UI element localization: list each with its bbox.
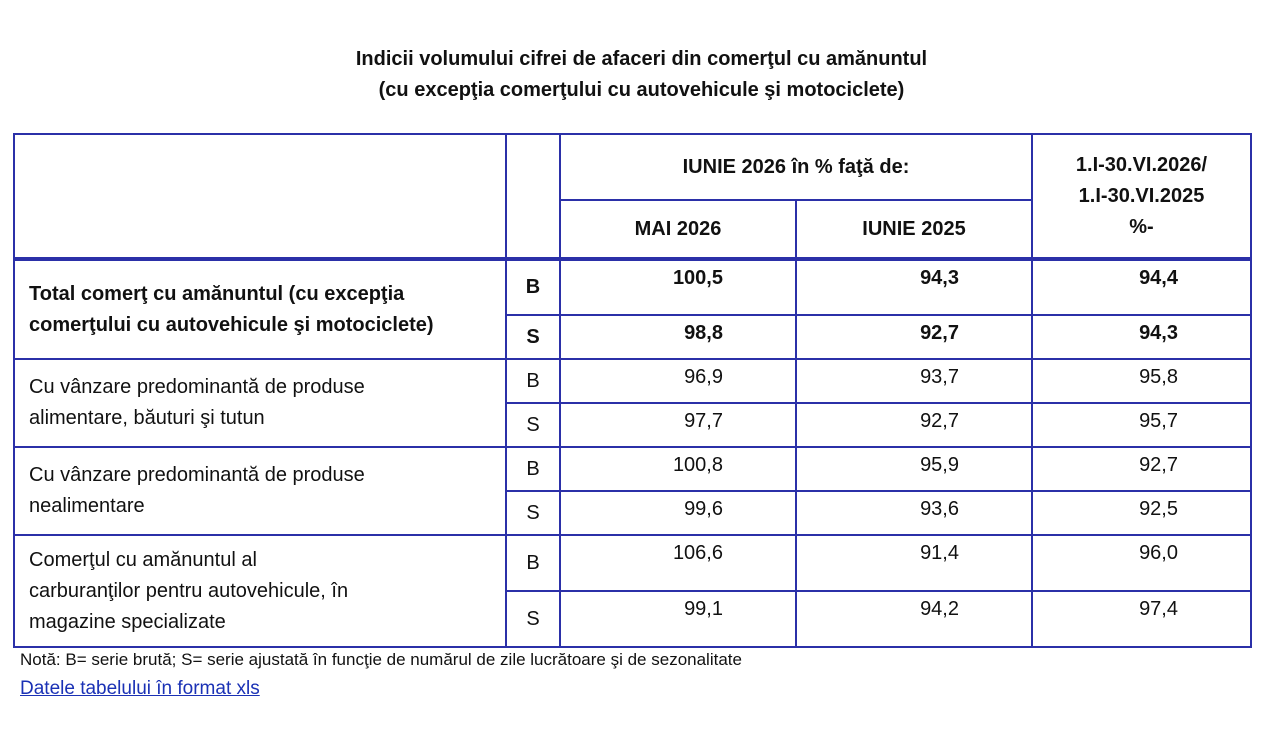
row-label: [14, 447, 506, 535]
row-label-line: Cu vânzare predominantă de produse: [29, 464, 365, 486]
xls-download-link[interactable]: Datele tabelului în format xls: [20, 678, 260, 699]
header-col1: MAI 2026: [560, 200, 796, 259]
value-cell: 100,8: [560, 447, 796, 491]
table-row: [14, 447, 1251, 491]
row-label-line: Cu vânzare predominantă de produse: [29, 376, 365, 398]
value-cell: 92,7: [1032, 447, 1251, 491]
value-cell: 96,9: [560, 359, 796, 403]
series-tag-s: S: [506, 591, 560, 647]
value-cell: 94,3: [1032, 315, 1251, 359]
value-cell: 97,7: [560, 403, 796, 447]
row-label-line: carburanţilor pentru autovehicule, în: [29, 579, 349, 602]
row-label-line: Comerţul cu amănuntul al: [29, 548, 257, 571]
value-cell: 94,2: [796, 591, 1032, 647]
value-cell: 106,6: [560, 535, 796, 591]
series-tag-s: S: [506, 403, 560, 447]
value-cell: 92,7: [796, 315, 1032, 359]
header-col3-line1: 1.I-30.VI.2026/: [1075, 153, 1208, 176]
header-col3-line2: 1.I-30.VI.2025: [1078, 184, 1205, 207]
row-label: [14, 535, 506, 647]
header-empty-cell: [14, 134, 506, 259]
title-line-1: Indicii volumului cifrei de afaceri din comerţul cu amănuntul: [355, 48, 928, 70]
value-cell: 95,7: [1032, 403, 1251, 447]
row-label-line: nealimentare: [29, 495, 145, 517]
value-cell: 96,0: [1032, 535, 1251, 591]
series-tag-s: S: [506, 491, 560, 535]
series-tag-b: B: [506, 359, 560, 403]
header-series-cell: [506, 134, 560, 259]
value-cell: 97,4: [1032, 591, 1251, 647]
header-group: IUNIE 2026 în % faţă de:: [560, 134, 1032, 200]
value-cell: 92,5: [1032, 491, 1251, 535]
value-cell: 91,4: [796, 535, 1032, 591]
value-cell: 100,5: [560, 259, 796, 315]
value-cell: 95,9: [796, 447, 1032, 491]
value-cell: 98,8: [560, 315, 796, 359]
header-row-1: [14, 134, 1251, 200]
value-cell: 94,4: [1032, 259, 1251, 315]
value-cell: 94,3: [796, 259, 1032, 315]
value-cell: 95,8: [1032, 359, 1251, 403]
series-tag-b: B: [506, 535, 560, 591]
row-label-line: Total comerţ cu amănuntul (cu excepţia: [29, 282, 405, 305]
series-tag-b: B: [506, 447, 560, 491]
value-cell: 99,1: [560, 591, 796, 647]
value-cell: 99,6: [560, 491, 796, 535]
title-line-2: (cu excepţia comerţului cu autovehicule şi motociclete): [378, 79, 905, 101]
header-col3-line3: %-: [1129, 215, 1154, 238]
header-col2: IUNIE 2025: [796, 200, 1032, 259]
table-note: Notă: B= serie brută; S= serie ajustată în funcţie de numărul de zile lucrătoare şi de sezonalitate: [20, 650, 742, 669]
row-label-line: comerţului cu autovehicule şi motociclete): [29, 313, 434, 336]
row-label: [14, 359, 506, 447]
table-row: [14, 259, 1251, 315]
table-row: [14, 359, 1251, 403]
retail-index-table: [13, 133, 1252, 648]
value-cell: 93,6: [796, 491, 1032, 535]
series-tag-b: B: [506, 259, 560, 315]
series-tag-s: S: [506, 315, 560, 359]
table-title: [0, 44, 1283, 106]
row-label: [14, 259, 506, 359]
row-label-line: alimentare, băuturi şi tutun: [29, 407, 265, 429]
table-row: [14, 535, 1251, 591]
row-label-line: magazine specializate: [29, 610, 226, 633]
value-cell: 93,7: [796, 359, 1032, 403]
value-cell: 92,7: [796, 403, 1032, 447]
header-col3: [1032, 134, 1251, 259]
